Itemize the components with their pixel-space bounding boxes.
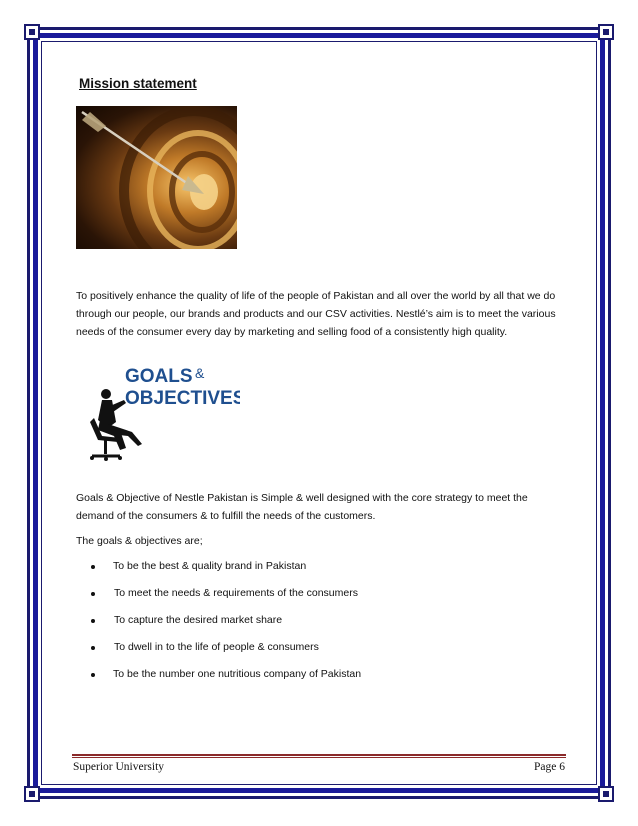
goals-intro-paragraph: Goals & Objective of Nestle Pakistan is Simple & well designed with the core strategy to meet the demand of the consumers & to fulfill the needs of the customers.: [76, 492, 528, 522]
mission-heading: Mission statement: [79, 76, 197, 91]
goals-list-item: To be the best & quality brand in Pakistan: [86, 560, 556, 587]
footer-page-number: Page 6: [534, 761, 565, 773]
goals-list-item: To dwell in to the life of people & consumers: [86, 641, 556, 668]
goals-list-item: To be the number one nutritious company of Pakistan: [86, 668, 556, 695]
footer-university: Superior University: [73, 761, 165, 773]
goals-list-item: To meet the needs & requirements of the consumers: [86, 587, 556, 614]
footer-rule-thin: [72, 757, 566, 758]
border-corner-bottom-right: [598, 786, 614, 802]
mission-paragraph: To positively enhance the quality of life of the people of Pakistan and all over the world by all that we do through our people, our brands and products and our CSV activities. Nestlé’s aim is to meet the various needs of the consumer every day by marketing and selling food of a consistently high quality.: [76, 290, 556, 338]
target-arrow-image: [76, 106, 237, 249]
border-corner-bottom-left: [24, 786, 40, 802]
goals-objectives-image: [80, 360, 240, 475]
footer-rule-thick: [72, 754, 566, 756]
goals-lead-text: The goals & objectives are;: [76, 535, 203, 547]
goals-logo-line1: GOALS: [125, 366, 193, 387]
goals-list: [86, 560, 556, 695]
goals-logo-ampersand: &: [195, 365, 205, 381]
border-corner-top-left: [24, 24, 40, 40]
goals-logo-line2: OBJECTIVES: [125, 388, 240, 409]
border-corner-top-right: [598, 24, 614, 40]
goals-list-item: To capture the desired market share: [86, 614, 556, 641]
